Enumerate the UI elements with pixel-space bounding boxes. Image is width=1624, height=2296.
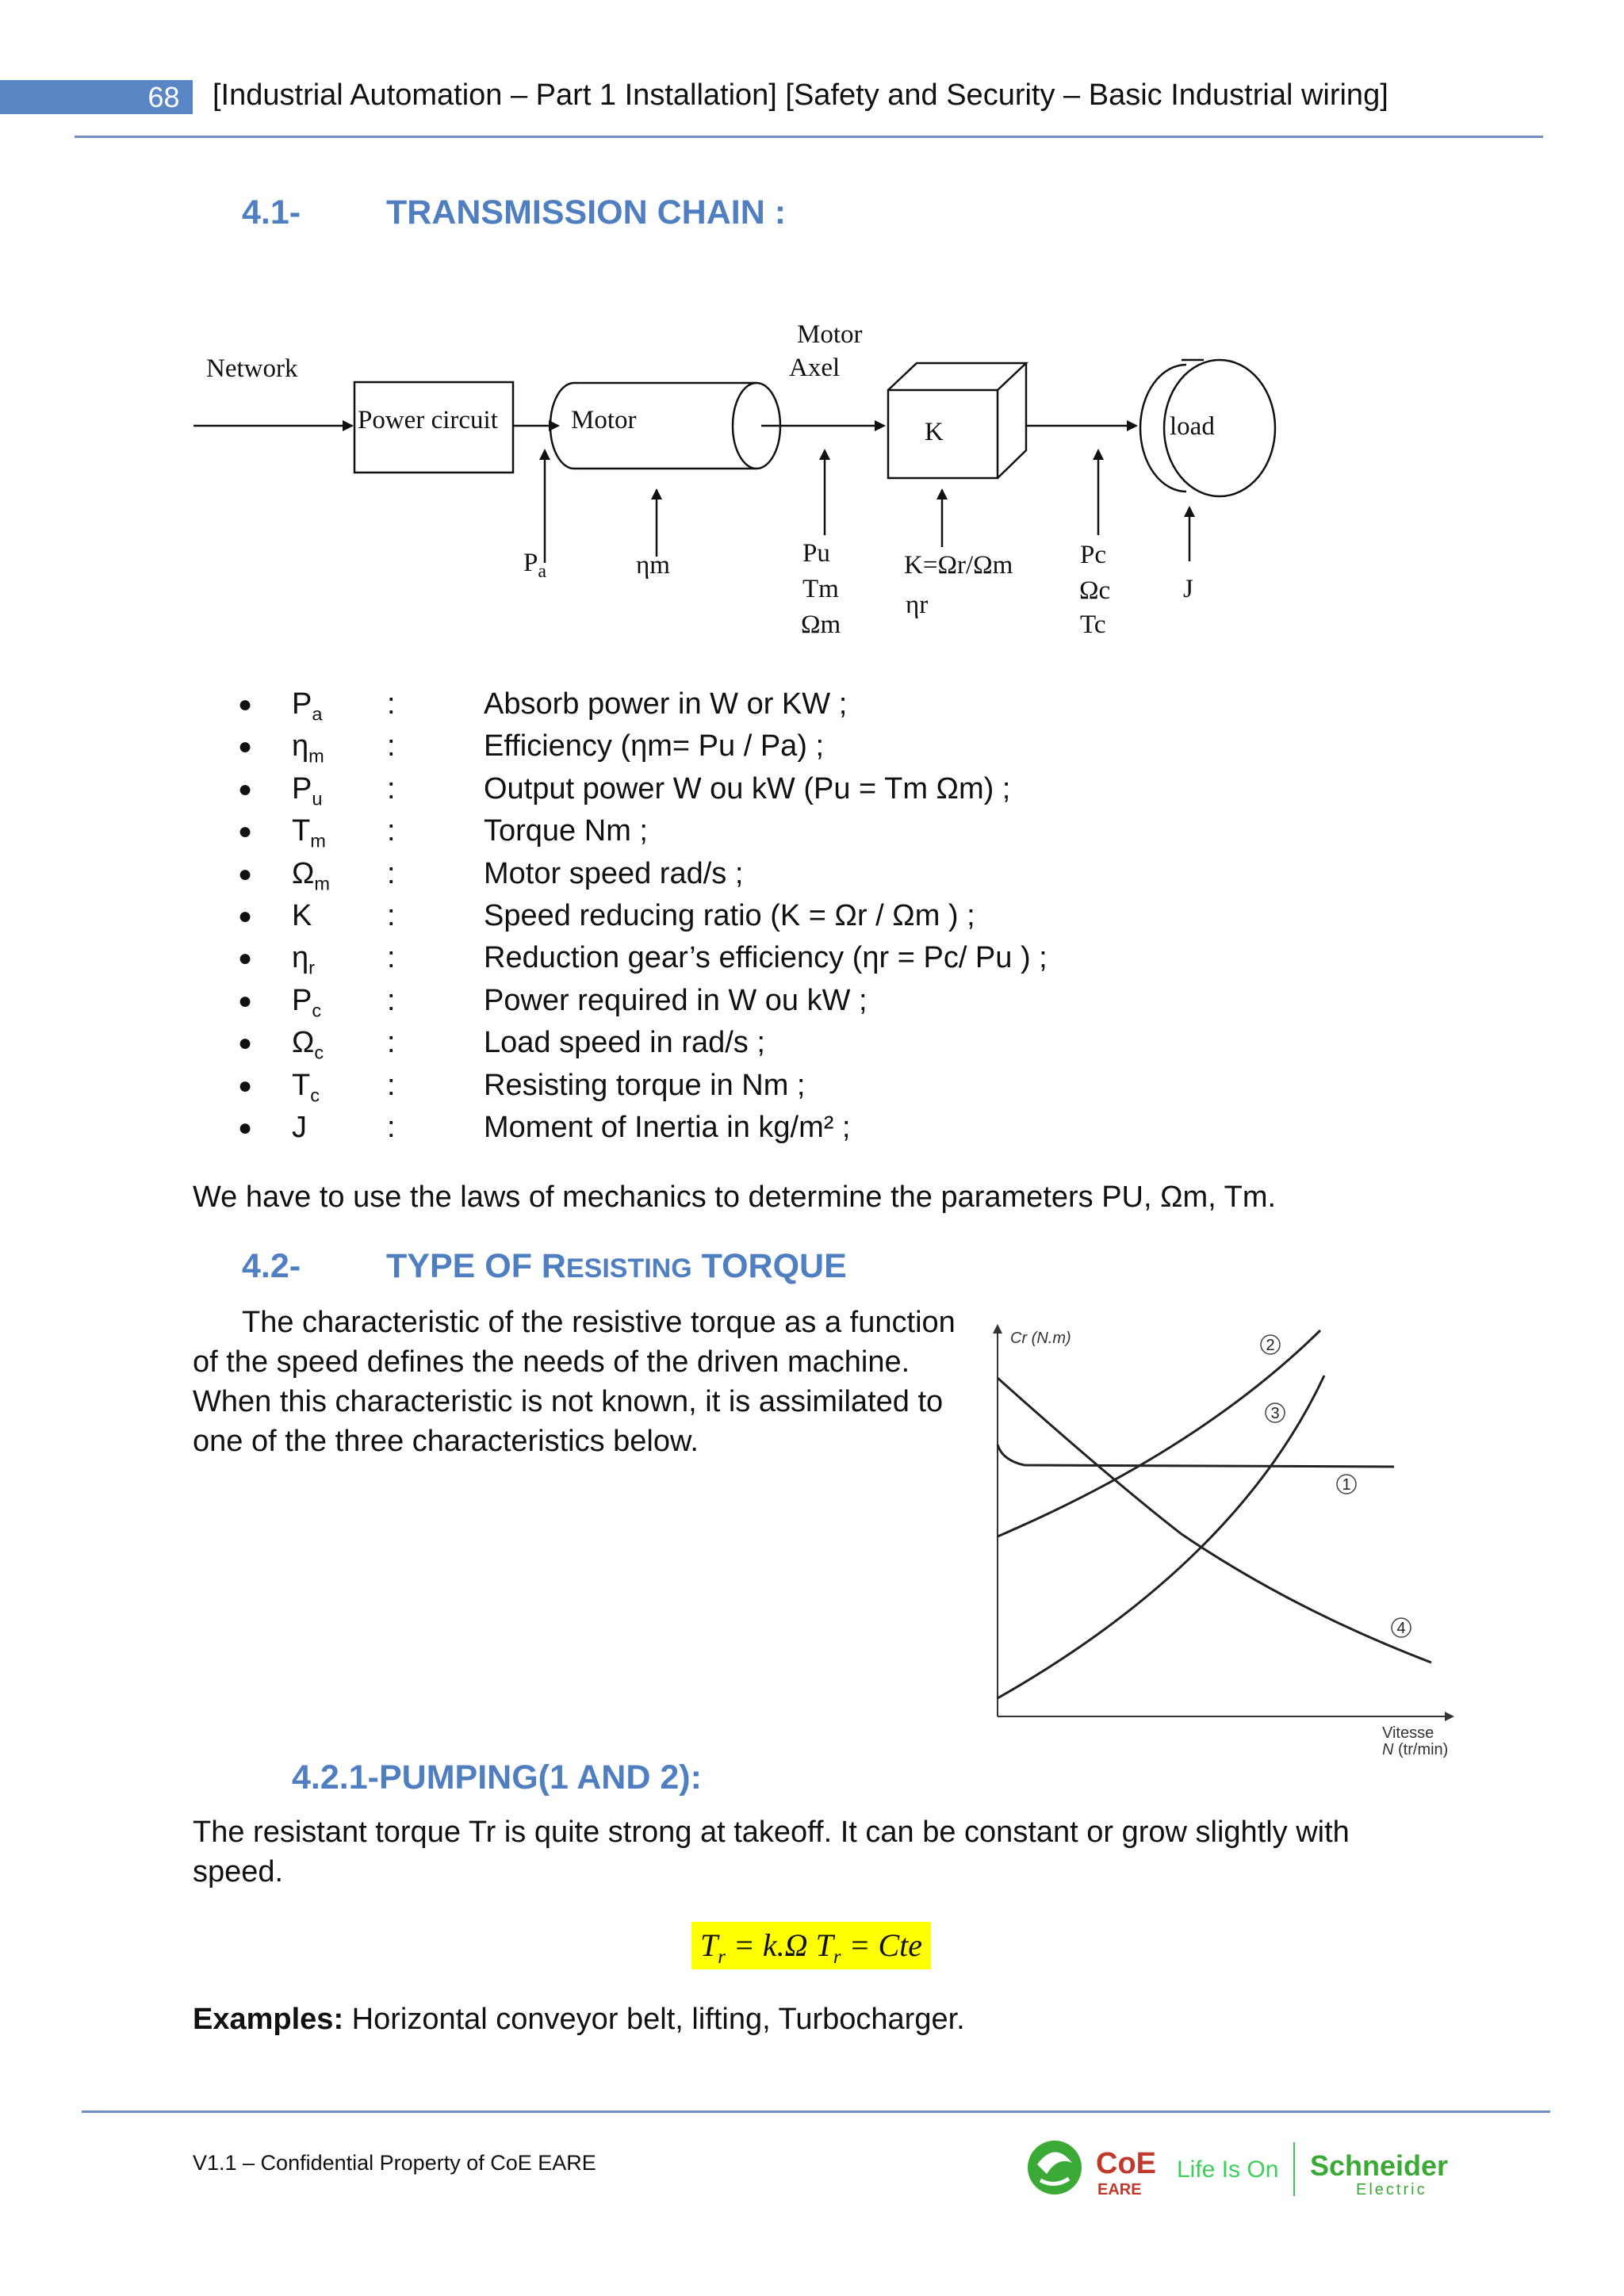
electric-text: Electric	[1356, 2181, 1427, 2198]
list-item: ● J : Moment of Inertia in kg/m² ;	[238, 1110, 851, 1144]
footer-logos	[1023, 2133, 1467, 2204]
j-label: J	[1183, 575, 1193, 603]
x-axis-label-2: N (tr/min)	[1382, 1741, 1449, 1758]
tc-label: Tc	[1080, 610, 1106, 639]
svg-text:3: 3	[1270, 1405, 1280, 1422]
list-item: ● $T_m$ : Torque Nm ;	[238, 814, 648, 851]
eta-r-label: ηr	[906, 591, 929, 619]
schneider-text: Schneider	[1310, 2149, 1449, 2182]
list-item: ● K : Speed reducing ratio (K = Ωr / Ωm ) ;	[238, 898, 975, 932]
omega-m-label: Ωm	[801, 610, 841, 639]
eta-m-label: ηm	[636, 551, 670, 580]
list-item: ● $P_u$ : Output power W ou kW (Pu = Tm Ωm) ;	[238, 771, 1011, 809]
omega-c-label: Ωc	[1079, 576, 1111, 605]
svg-text:2: 2	[1266, 1337, 1275, 1354]
section-4-2-number: 4.2-	[242, 1247, 301, 1285]
curve-label-4	[1392, 1618, 1411, 1637]
motor-label: Motor	[571, 406, 637, 434]
svg-text:1: 1	[1342, 1476, 1351, 1494]
resisting-torque-chart	[975, 1316, 1467, 1768]
network-label: Network	[206, 354, 298, 383]
section-4-1-number: 4.1-	[242, 193, 301, 232]
list-item: ● $\eta_r$ : Reduction gear’s efficiency (ηr = Pc/ Pu ) ;	[238, 941, 1048, 978]
curve-3	[998, 1376, 1324, 1698]
footer-divider	[82, 2110, 1550, 2113]
footer-text: V1.1 – Confidential Property of CoE EARE	[193, 2151, 596, 2175]
svg-text:4: 4	[1396, 1620, 1406, 1637]
tm-label: Tm	[802, 575, 839, 603]
curve-4	[998, 1378, 1431, 1663]
motor-axel-label-2: Axel	[789, 354, 841, 382]
section-4-2-title: TYPE OF RESISTING TORQUE	[386, 1247, 847, 1285]
list-item: ● $\Omega_c$ : Load speed in rad/s ;	[238, 1026, 765, 1063]
curve-1	[998, 1445, 1394, 1467]
coe-text: CoE	[1096, 2147, 1156, 2180]
pa-label: $P_a$	[523, 549, 547, 582]
eare-text: EARE	[1097, 2181, 1142, 2198]
y-axis-label: Cr (N.m)	[1010, 1330, 1071, 1347]
x-axis-label-1: Vitesse	[1382, 1724, 1434, 1742]
section-4-2-paragraph: The characteristic of the resistive torque as a function of the speed defines the needs of the driven machine. When this characteristic is not known, it is assimilated to one of the three characteristics below.	[193, 1306, 956, 1458]
section-4-1-title: TRANSMISSION CHAIN :	[386, 193, 787, 232]
curve-2	[998, 1330, 1320, 1536]
page-number: 68	[147, 81, 180, 113]
section-4-2-1-paragraph: The resistant torque Tr is quite strong at takeoff. It can be constant or grow slightly with speed.	[193, 1816, 1350, 1888]
list-item: ● $T_c$ : Resisting torque in Nm ;	[238, 1068, 806, 1106]
list-item: ● $\Omega_m$ : Motor speed rad/s ;	[238, 856, 744, 894]
header-title: [Industrial Automation – Part 1 Installation] [Safety and Security – Basic Industrial wiring]	[213, 78, 1388, 112]
curve-label-1	[1337, 1475, 1356, 1494]
motor-axel-label-1: Motor	[797, 320, 863, 349]
transmission-chain-diagram	[182, 309, 1324, 674]
coe-logo-icon	[1028, 2141, 1082, 2195]
load-label: load	[1170, 412, 1215, 441]
list-item: ● $\eta_m$ : Efficiency (ηm= Pu / Pa) ;	[238, 729, 825, 767]
variable-definitions-list	[238, 683, 1427, 1149]
section-4-2-1-title: 4.2.1-PUMPING(1 AND 2):	[292, 1758, 702, 1797]
pc-label: Pc	[1080, 541, 1106, 569]
header-divider	[75, 136, 1543, 138]
curve-label-2	[1261, 1335, 1280, 1354]
examples-line: Examples: Horizontal conveyor belt, lifting, Turbocharger.	[193, 2003, 965, 2036]
laws-sentence: We have to use the laws of mechanics to determine the parameters PU, Ωm, Tm.	[193, 1181, 1277, 1214]
lifeison-text: Life Is On	[1177, 2156, 1279, 2183]
list-item: ● $P_a$ : Absorb power in W or KW ;	[238, 687, 848, 725]
k-ratio-label: K=Ωr/Ωm	[904, 551, 1013, 580]
power-circuit-label: Power circuit	[358, 406, 498, 434]
curve-label-3	[1266, 1403, 1285, 1422]
list-item: ● $P_c$ : Power required in W ou kW ;	[238, 983, 868, 1021]
pu-label: Pu	[802, 539, 830, 568]
formula: $T_r = k.\Omega$ $T_r$ = Cte	[699, 1927, 923, 1968]
k-box-label: K	[925, 418, 944, 446]
